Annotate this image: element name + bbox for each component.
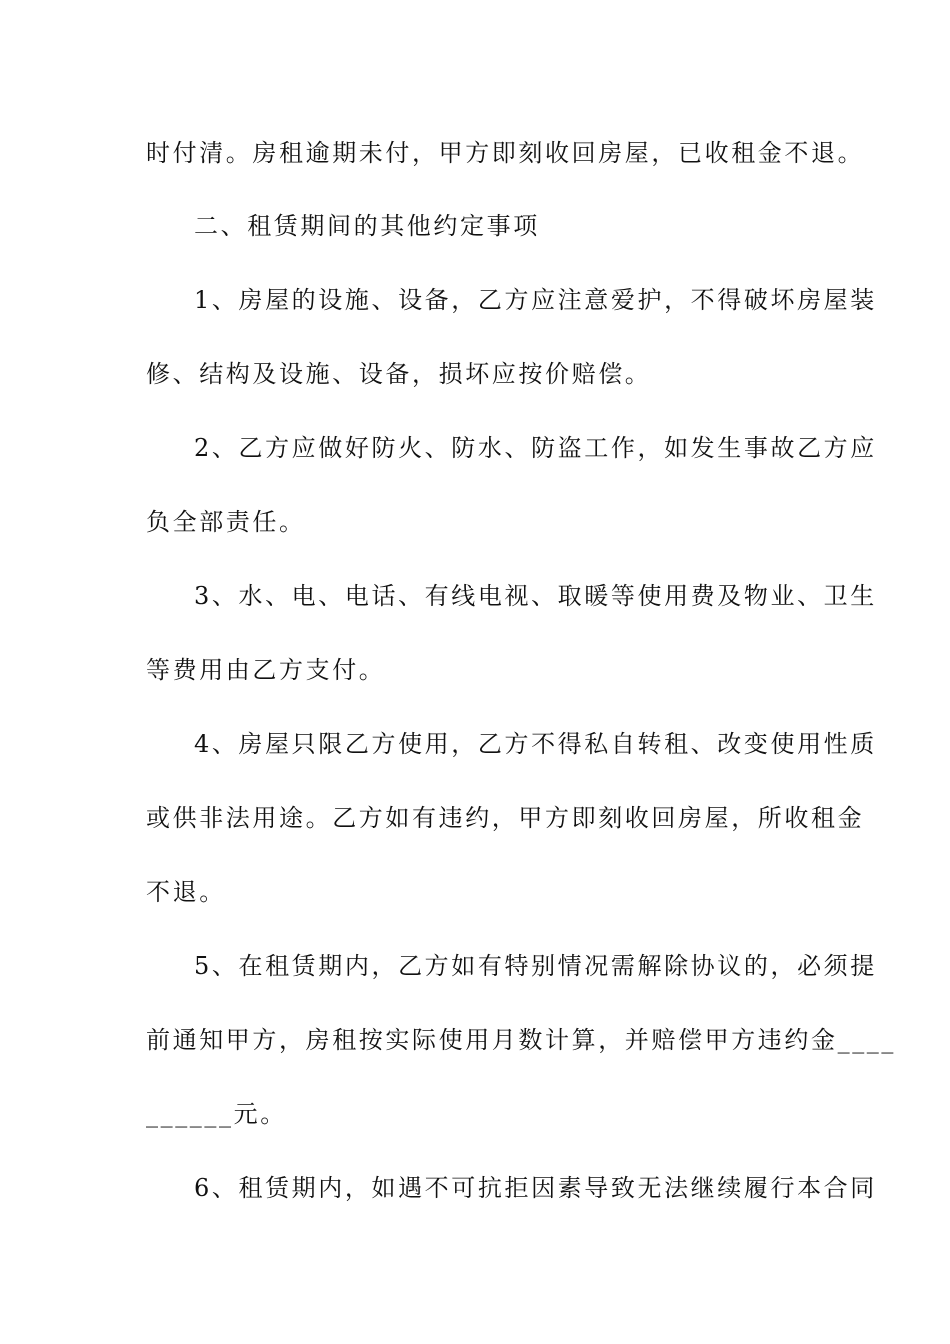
text-line: 不退。 xyxy=(146,878,226,906)
text-line: ______元。 xyxy=(146,1100,287,1128)
text-line: 1、房屋的设施、设备，乙方应注意爱护，不得破坏房屋装 xyxy=(194,286,877,314)
text-line: 3、水、电、电话、有线电视、取暖等使用费及物业、卫生 xyxy=(194,582,877,610)
text-line: 前通知甲方，房租按实际使用月数计算，并赔偿甲方违约金____ xyxy=(146,1026,896,1054)
text-line: 4、房屋只限乙方使用，乙方不得私自转租、改变使用性质 xyxy=(194,730,877,758)
section-heading: 二、租赁期间的其他约定事项 xyxy=(194,212,540,240)
text-line: 修、结构及设施、设备，损坏应按价赔偿。 xyxy=(146,360,652,388)
text-line: 6、租赁期内，如遇不可抗拒因素导致无法继续履行本合同 xyxy=(194,1174,877,1202)
text-line: 5、在租赁期内，乙方如有特别情况需解除协议的，必须提 xyxy=(194,952,877,980)
text-line: 等费用由乙方支付。 xyxy=(146,656,386,684)
text-line: 2、乙方应做好防火、防水、防盗工作，如发生事故乙方应 xyxy=(194,434,877,462)
text-line: 负全部责任。 xyxy=(146,508,306,536)
text-line: 时付清。房租逾期未付，甲方即刻收回房屋，已收租金不退。 xyxy=(146,139,865,167)
text-line: 或供非法用途。乙方如有违约，甲方即刻收回房屋，所收租金 xyxy=(146,804,865,832)
